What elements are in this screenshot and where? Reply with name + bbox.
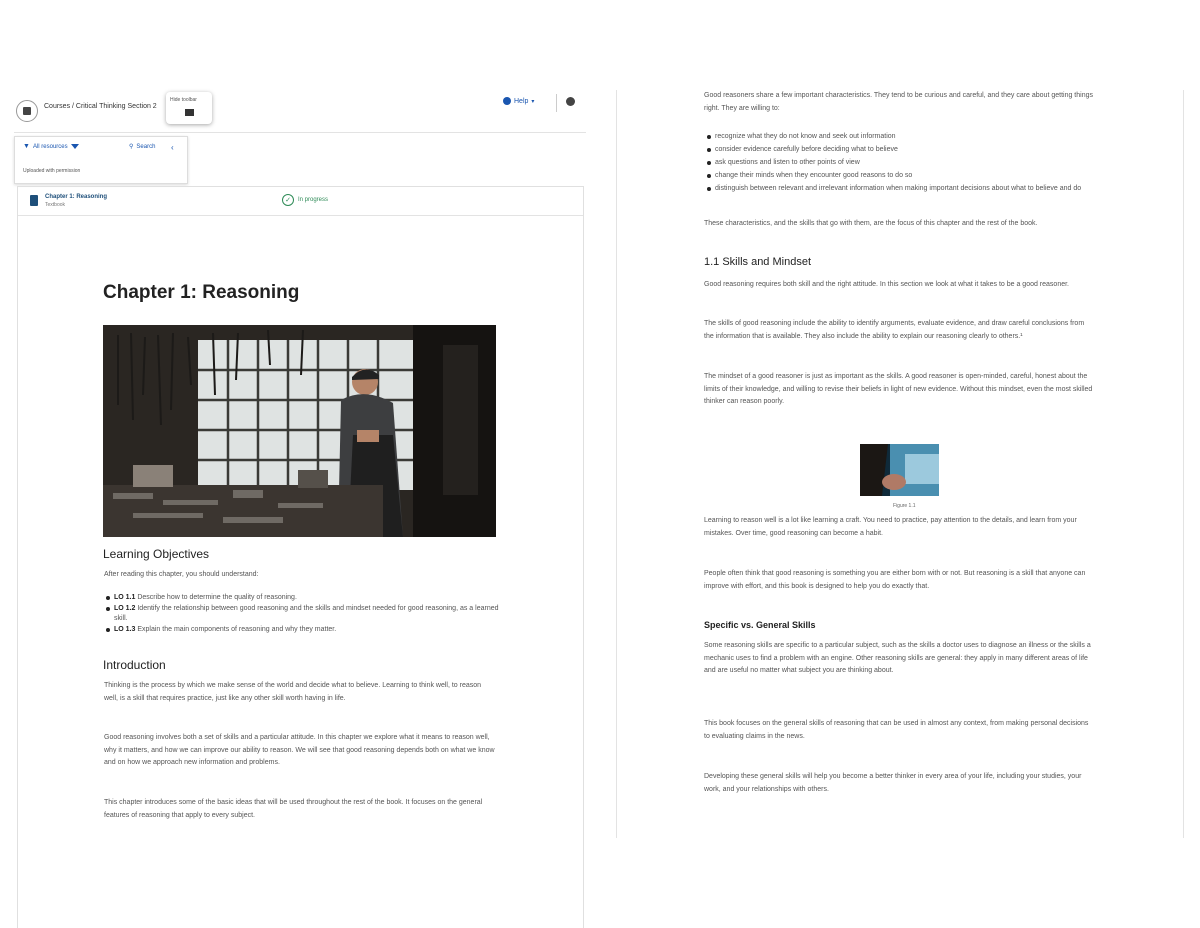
list-item bbox=[707, 182, 1091, 195]
home-icon bbox=[23, 107, 31, 115]
resource-toolbar bbox=[14, 136, 188, 184]
lo-text: Identify the relationship between good reasoning and the skills and mindset needed for good reasoning, as a learned skill. bbox=[114, 604, 499, 622]
bullet bbox=[707, 135, 711, 139]
chevron-down-icon bbox=[71, 144, 79, 149]
collapse-icon[interactable]: ‹ bbox=[171, 143, 174, 152]
header-rule bbox=[14, 132, 586, 133]
search-icon: ⚲ bbox=[129, 144, 134, 150]
learning-objectives-heading: Learning Objectives bbox=[103, 547, 210, 561]
list-item bbox=[106, 593, 500, 604]
check-icon: ✓ bbox=[282, 194, 294, 206]
intro-paragraph-2: Good reasoning involves both a set of skills and a particular attitude. In this chapter we explore what it means to reason well, why it matters, and how we can improve our ability to reason. We will see that good reasoning depends both on what we know and on how we approach new information and problems. bbox=[104, 734, 495, 766]
list-item bbox=[106, 604, 500, 625]
after-figure-paragraph-2: People often think that good reasoning is something you are either born with or not. But reasoning is a skill that anyone can improve with effort, and this book is designed to help you do exactly that. bbox=[704, 570, 1086, 590]
tooltip-label: Hide toolbar bbox=[170, 97, 197, 103]
bullet bbox=[106, 596, 110, 600]
mindset-list bbox=[707, 130, 1091, 195]
toolbar-toggle-icon[interactable] bbox=[185, 109, 194, 116]
after-bullets-paragraph: These characteristics, and the skills that go with them, are the focus of this chapter and the rest of the book. bbox=[704, 220, 1038, 227]
status-label: In progress bbox=[298, 197, 329, 203]
list-item-text: consider evidence carefully before deciding what to believe bbox=[715, 146, 898, 153]
page-edge-left bbox=[616, 90, 617, 838]
help-icon bbox=[503, 97, 511, 105]
all-resources-label: All resources bbox=[32, 143, 68, 150]
skills-heading: 1.1 Skills and Mindset bbox=[704, 256, 811, 268]
lo-code: LO 1.2 bbox=[114, 604, 136, 612]
breadcrumb[interactable]: Courses / Critical Thinking Section 2 bbox=[44, 103, 157, 110]
help-label: Help bbox=[514, 97, 529, 105]
intro-paragraph-3: This chapter introduces some of the basic ideas that will be used throughout the rest of the book. It focuses on the general features of reasoning that apply to every subject. bbox=[104, 799, 483, 819]
resource-link[interactable]: Uploaded with permission bbox=[23, 168, 81, 174]
bullet bbox=[106, 607, 110, 611]
bullet bbox=[707, 148, 711, 152]
chapter-bar-title[interactable]: Chapter 1: Reasoning bbox=[45, 194, 108, 200]
list-item bbox=[707, 143, 1091, 156]
chapter-bar bbox=[18, 187, 583, 216]
page-edge-right bbox=[1183, 90, 1184, 838]
lo-text: Explain the main components of reasoning and why they matter. bbox=[137, 625, 337, 633]
search-button[interactable] bbox=[129, 143, 155, 150]
search-label: Search bbox=[136, 143, 156, 150]
after-figure-paragraph-1: Learning to reason well is a lot like learning a craft. You need to practice, pay attention to the details, and learn from your mistakes. Over time, good reasoning can become a habit. bbox=[704, 517, 1077, 537]
lo-text: Describe how to determine the quality of reasoning. bbox=[137, 594, 297, 601]
introduction-heading: Introduction bbox=[103, 658, 166, 672]
book-icon bbox=[30, 195, 38, 206]
list-item bbox=[106, 625, 500, 636]
header-divider bbox=[556, 94, 557, 112]
toolbar-tooltip bbox=[166, 92, 212, 124]
filter-icon: ▼ bbox=[23, 143, 30, 150]
list-item-text: ask questions and listen to other points of view bbox=[715, 159, 860, 166]
status-badge bbox=[282, 194, 328, 206]
list-item bbox=[707, 156, 1091, 169]
left-page bbox=[0, 0, 600, 927]
figure-image bbox=[860, 444, 939, 496]
list-item bbox=[707, 169, 1091, 182]
skills-paragraph-2: The skills of good reasoning include the ability to identify arguments, evaluate evidence, and draw careful conclusions from the information that is available. They also include the ability to explain our reasoning clearly to others.¹ bbox=[704, 320, 1085, 340]
figure-caption: Figure 1.1 bbox=[893, 503, 916, 509]
avatar[interactable] bbox=[566, 97, 575, 106]
intro-paragraph-1: Thinking is the process by which we make sense of the world and decide what to believe. Learning to think well, to reason well, is a skill that requires practice, just like any other skill worth having in life. bbox=[104, 682, 482, 702]
list-item-text: distinguish between relevant and irrelevant information when making important decisions about what to believe and do bbox=[715, 185, 1082, 192]
skills-paragraph-1: Good reasoning requires both skill and the right attitude. In this section we look at what it takes to be a good reasoner. bbox=[704, 281, 1069, 288]
all-resources-dropdown[interactable] bbox=[23, 143, 79, 150]
list-item-text: recognize what they do not know and seek out information bbox=[715, 133, 896, 140]
lo-code: LO 1.1 bbox=[114, 594, 136, 601]
right-top-paragraph: Good reasoners share a few important characteristics. They tend to be curious and careful, and they care about getting things right. They are willing to: bbox=[704, 92, 1093, 112]
lo-intro: After reading this chapter, you should understand: bbox=[104, 571, 259, 578]
chevron-down-icon: ▾ bbox=[531, 98, 535, 105]
lo-code: LO 1.3 bbox=[114, 625, 136, 633]
specific-paragraph-2: This book focuses on the general skills of reasoning that can be used in almost any context, from making personal decisions to evaluating claims in the news. bbox=[704, 720, 1089, 740]
list-item bbox=[707, 130, 1091, 143]
specific-paragraph-1: Some reasoning skills are specific to a particular subject, such as the skills a doctor uses to diagnose an illness or the skills a mechanic uses to find a problem with an engine. Other reasoning skills are general: they apply in many different areas of life and are useful no matter what subject you are thinking about. bbox=[704, 642, 1091, 674]
list-item-text: change their minds when they encounter good reasons to do so bbox=[715, 172, 913, 179]
chapter-bar-subtitle: Textbook bbox=[45, 202, 66, 208]
figure-illustration bbox=[860, 444, 939, 496]
workshop-photo bbox=[103, 325, 496, 537]
help-menu[interactable] bbox=[503, 97, 534, 105]
bullet bbox=[707, 187, 711, 191]
bullet bbox=[106, 628, 110, 632]
skills-paragraph-3: The mindset of a good reasoner is just as important as the skills. A good reasoner is open-minded, careful, honest about the limits of their knowledge, and willing to revise their beliefs in light of new evidence. Without this mindset, even the most skilled thinker can reason poorly. bbox=[704, 373, 1093, 405]
home-button[interactable] bbox=[16, 100, 38, 122]
specific-paragraph-3: Developing these general skills will help you become a better thinker in every area of your life, including your studies, your work, and your relationships with others. bbox=[704, 773, 1082, 793]
chapter-heading: Chapter 1: Reasoning bbox=[103, 282, 300, 303]
bullet bbox=[707, 161, 711, 165]
specific-heading: Specific vs. General Skills bbox=[704, 620, 816, 630]
bullet bbox=[707, 174, 711, 178]
learning-objectives-list bbox=[106, 593, 500, 635]
workshop-illustration bbox=[103, 325, 496, 537]
